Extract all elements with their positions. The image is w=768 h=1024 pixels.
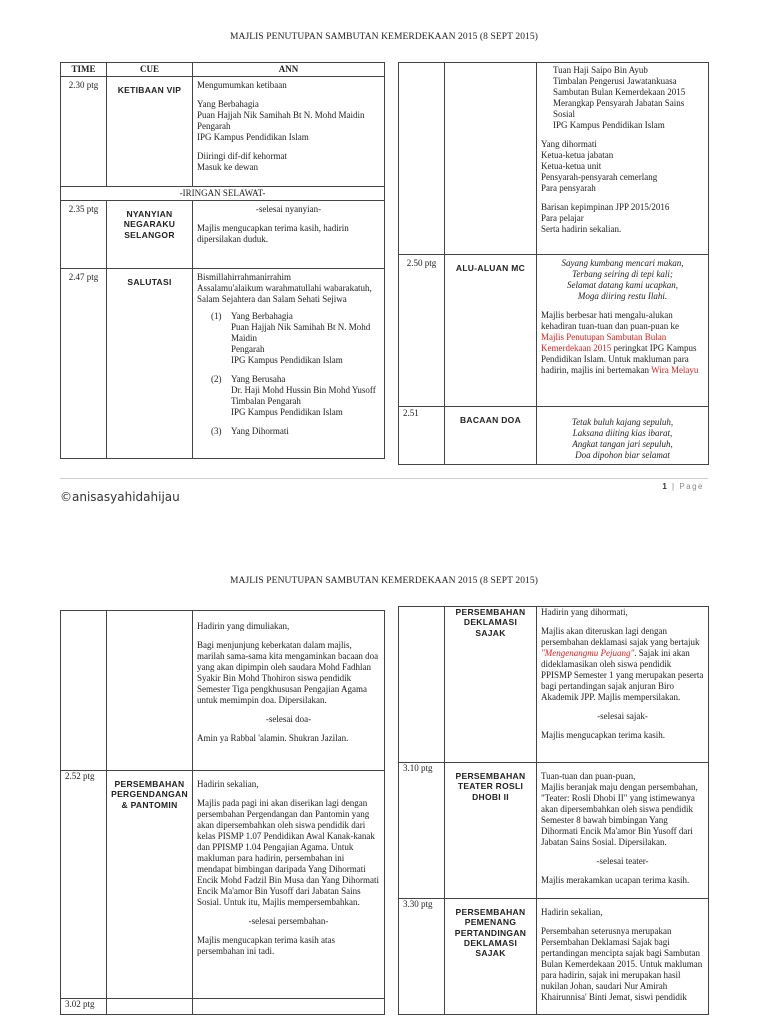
- cue-cell: SALUTASI: [107, 268, 193, 458]
- cue-cell: PERSEMBAHAN DEKLAMASI SAJAK: [445, 607, 537, 763]
- table-row: [399, 607, 709, 763]
- table-header: [61, 63, 385, 77]
- program-table-left: [60, 610, 385, 1015]
- ann-cell: [193, 611, 385, 771]
- footer-rule: [60, 478, 708, 479]
- ann-line: Yang Berbahagia: [197, 98, 259, 109]
- ann-line: Serta hadirin sekalian.: [541, 223, 622, 234]
- ann-line: Ketua-ketua jabatan: [541, 149, 614, 160]
- table-row: [61, 999, 385, 1015]
- ann-line: Yang Berusaha: [231, 373, 286, 384]
- iringan-row: -IRINGAN SELAWAT-: [61, 186, 385, 200]
- pantun-line: Doa dipohon biar selamat: [575, 449, 670, 460]
- ann-line: Pengarah: [197, 120, 231, 131]
- time-cell: 2.35 ptg: [61, 200, 107, 268]
- header-cue: CUE: [107, 63, 193, 77]
- ann-line: Majlis beranjak maju dengan persembahan, "Teater: Rosli Dhobi II" yang istimewanya akan dipersembahkan oleh siswa pendidik Semester 8 bawah bimbingan Yang Dihormati Encik Ma'amor Bin Yusoff dari Jabatan Sains Sosial. Dipersilakan.: [541, 781, 698, 847]
- ann-text: . Sajak ini akan dideklamasikan oleh siswa pendidik PPISMP Semester 1 yang merupakan peserta bagi pertandingan sajak anjuran Biro Akademik JPP. Majlis mempersilakan.: [541, 647, 704, 702]
- list-item: [211, 374, 380, 418]
- table-row: [61, 200, 385, 268]
- page-label: Page: [679, 482, 704, 491]
- cue-cell: [107, 611, 193, 771]
- ann-line: Hadirin sekalian,: [197, 779, 259, 789]
- table-row: [61, 611, 385, 771]
- doc-title: MAJLIS PENUTUPAN SAMBUTAN KEMERDEKAAN 2015 (8 SEPT 2015): [229, 576, 539, 586]
- ann-line: Sambutan Bulan Kemerdekaan 2015: [553, 86, 686, 97]
- pantun-line: Moga diiring restu Ilahi.: [577, 290, 668, 301]
- ann-line: Yang Dihormati: [231, 425, 289, 436]
- ann-line: IPG Kampus Pendidikan Islam: [197, 131, 309, 142]
- page-number-value: 1: [662, 482, 669, 491]
- cue-cell: [107, 999, 193, 1015]
- table-row: [399, 407, 709, 465]
- header-time: TIME: [61, 63, 107, 77]
- ann-cell: [193, 200, 385, 268]
- ann-line: Hadirin sekalian,: [541, 907, 603, 917]
- program-table-right: [398, 62, 709, 465]
- ann-line: Masuk ke dewan: [197, 161, 258, 172]
- pantun-line: Tetak buluh kajang sepuluh,: [571, 417, 674, 427]
- ann-line: Dr. Haji Mohd Hussin Bin Mohd Yusoff: [231, 384, 376, 395]
- ann-cell: [193, 76, 385, 186]
- time-cell: 2.50 ptg: [399, 255, 445, 407]
- ann-paragraph: [541, 310, 704, 376]
- cue-cell: ALU-ALUAN MC: [445, 255, 537, 407]
- time-cell: 3.30 ptg: [399, 899, 445, 1015]
- ann-line: Para pensyarah: [541, 182, 596, 193]
- ann-line: IPG Kampus Pendidikan Islam: [553, 119, 665, 130]
- poem-title: "Mengenangmu Pejuang": [541, 647, 635, 658]
- ann-line: Majlis mengucapkan terima kasih, hadirin dipersilakan duduk.: [197, 222, 349, 244]
- ann-line: Majlis merakamkan ucapan terima kasih.: [541, 874, 690, 885]
- ann-line: Yang dihormati: [541, 138, 597, 149]
- ann-line: Assalamu'alaikum warahmatullahi wabarakatuh, Salam Sejahtera dan Salam Sehati Sejiwa: [197, 282, 372, 304]
- salutation-list: [211, 311, 380, 437]
- ann-line: Timbalan Pengarah: [231, 395, 301, 406]
- header-ann: ANN: [193, 63, 385, 77]
- pantun-line: Sayang kumbang mencari makan,: [561, 258, 684, 268]
- time-cell: [399, 63, 445, 255]
- theme-name: Wira Melayu: [651, 364, 699, 375]
- ann-cell: [537, 607, 709, 763]
- ann-line: -selesai doa-: [265, 713, 312, 724]
- table-row: [399, 763, 709, 899]
- table-row: [61, 268, 385, 458]
- ann-line: Timbalan Pengerusi Jawatankuasa: [553, 75, 677, 86]
- page-number: [662, 482, 704, 492]
- ann-line: IPG Kampus Pendidikan Islam: [231, 354, 343, 365]
- time-cell: [61, 611, 107, 771]
- ann-text: peringkat IPG Kampus Pendidikan Islam. Untuk makluman para hadirin, majlis ini bertemakan: [541, 342, 697, 375]
- ann-line: Para pelajar: [541, 212, 584, 223]
- ann-line: Pengarah: [231, 343, 265, 354]
- time-cell: 3.10 ptg: [399, 763, 445, 899]
- cue-cell: NYANYIAN NEGARAKU SELANGOR: [107, 200, 193, 268]
- table-row: [399, 255, 709, 407]
- program-table-left: [60, 62, 385, 459]
- ann-line: Merangkap Pensyarah Jabatan Sains Sosial: [553, 97, 685, 119]
- pantun-line: Laksana diiting kias ibarat,: [572, 427, 673, 438]
- time-cell: 2.30 ptg: [61, 76, 107, 186]
- ann-line: -selesai nyanyian-: [255, 203, 322, 214]
- footer-watermark: ©anisasyahidahijau: [60, 490, 180, 504]
- ann-line: Persembahan seterusnya merupakan Persembahan Deklamasi Sajak bagi pertandingan mencipta sajak bagi Sambutan Bulan Kemerdekaan 2015. Untuk makluman para hadirin, sajak ini merupakan hasil nukilan Johan, saudari Nur Amirah Khairunnisa' Binti Jemat, siswi pendidik: [541, 925, 703, 1002]
- cue-cell: [445, 63, 537, 255]
- time-cell: 2.52 ptg: [61, 771, 107, 999]
- ann-cell: [537, 899, 709, 1015]
- ann-line: Majlis pada pagi ini akan diserikan lagi dengan persembahan Pergendangan dan Pantomin yang akan dipersembahkan oleh siswa pendidik dari kelas PISMP 1.07 Pendidikan Awal Kanak-kanak dan PPISMP 1.04 Pengajian Agama. Untuk makluman para hadirin, persembahan ini mendapat bimbingan daripada Yang Dihormati Encik Mohd Fadzil Bin Musa dan Yang Dihormati Encik Ma'amor Bin Yusoff dari Jabatan Sains Sosial. Untuk itu, Majlis mempersembahkan.: [197, 797, 379, 907]
- ann-cell: [537, 63, 709, 255]
- pantun-line: Angkat tangan jari sepuluh,: [572, 438, 673, 449]
- time-cell: 3.02 ptg: [61, 999, 107, 1015]
- ann-cell: [537, 255, 709, 407]
- page-2: [0, 548, 768, 1024]
- time-cell: 2.47 ptg: [61, 268, 107, 458]
- ann-line: Tuan Haji Saipo Bin Ayub: [553, 65, 648, 75]
- cue-cell: PERSEMBAHAN PEMENANG PERTANDINGAN DEKLAMASI SAJAK: [445, 899, 537, 1015]
- ann-line: Puan Hajjah Nik Samihah Bt N. Mohd Maidin: [197, 109, 365, 120]
- program-table-right: [398, 606, 709, 1015]
- doc-title: MAJLIS PENUTUPAN SAMBUTAN KEMERDEKAAN 2015 (8 SEPT 2015): [229, 32, 539, 42]
- ann-line: Hadirin yang dihormati,: [541, 607, 628, 617]
- cue-cell: PERSEMBAHAN TEATER ROSLI DHOBI II: [445, 763, 537, 899]
- pantun-line: Terbang seiring di tepi kali;: [572, 268, 673, 279]
- list-number: (1): [211, 310, 222, 321]
- table-row: [61, 76, 385, 186]
- list-number: (3): [211, 425, 222, 436]
- ann-line: Hadirin yang dimuliakan,: [197, 621, 290, 631]
- event-name: Majlis Penutupan Sambutan Bulan Kemerdekaan 2015: [541, 331, 667, 353]
- page-separator: |: [668, 482, 680, 491]
- list-number: (2): [211, 373, 222, 384]
- time-cell: [399, 607, 445, 763]
- ann-line: -selesai sajak-: [597, 710, 648, 721]
- ann-line: Amin ya Rabbal 'alamin. Shukran Jazilan.: [197, 732, 349, 743]
- cue-cell: PERSEMBAHAN PERGENDANGAN & PANTOMIN: [107, 771, 193, 999]
- ann-paragraph: [541, 626, 704, 703]
- ann-line: Majlis mengucapkan terima kasih atas persembahan ini tadi.: [197, 934, 335, 956]
- table-row: [61, 186, 385, 200]
- ann-line: Bagi menjunjung keberkatan dalam majlis, marilah sama-sama kita mengaminkan bacaan doa yang akan dipimpin oleh saudara Mohd Fadhlan Syakir Bin Mohd Thohiron siswa pendidik Semester Tiga pengkhususan Pengajian Agama untuk memimpin doa. Dipersilakan.: [197, 639, 379, 705]
- ann-line: IPG Kampus Pendidikan Islam: [231, 406, 343, 417]
- ann-cell: [193, 771, 385, 999]
- ann-cell: [537, 407, 709, 465]
- table-row: [399, 63, 709, 255]
- pantun-line: Selamat datang kami ucapkan,: [567, 279, 678, 290]
- cue-cell: BACAAN DOA: [445, 407, 537, 465]
- cue-cell: KETIBAAN VIP: [107, 76, 193, 186]
- ann-line: Barisan kepimpinan JPP 2015/2016: [541, 201, 670, 212]
- ann-cell: [537, 763, 709, 899]
- list-item: [211, 426, 380, 437]
- ann-cell: [193, 268, 385, 458]
- ann-line: -selesai persembahan-: [248, 915, 329, 926]
- ann-line: Tuan-tuan dan puan-puan,: [541, 771, 636, 781]
- ann-line: -selesai teater-: [596, 855, 649, 866]
- ann-line: Bismillahirrahmanirrahim: [197, 271, 291, 282]
- ann-line: Diiringi dif-dif kehormat: [197, 150, 287, 161]
- table-row: [399, 899, 709, 1015]
- ann-cell: [193, 999, 385, 1015]
- list-item: [211, 311, 380, 366]
- table-row: [61, 771, 385, 999]
- ann-line: Puan Hajjah Nik Samihah Bt N. Mohd Maidin: [231, 321, 371, 343]
- ann-line: Yang Berbahagia: [231, 310, 293, 321]
- ann-text: Majlis berbesar hati mengalu-alukan kehadiran tuan-tuan dan puan-puan ke: [541, 309, 679, 331]
- ann-line: Ketua-ketua unit: [541, 160, 602, 171]
- ann-line: Majlis mengucapkan terima kasih.: [541, 729, 665, 740]
- time-cell: 2.51: [399, 407, 445, 465]
- ann-line: Pensyarah-pensyarah cemerlang: [541, 171, 658, 182]
- ann-text: Majlis akan diteruskan lagi dengan persembahan deklamasi sajak yang bertajuk: [541, 625, 700, 647]
- ann-line: Mengumumkan ketibaan: [197, 79, 287, 90]
